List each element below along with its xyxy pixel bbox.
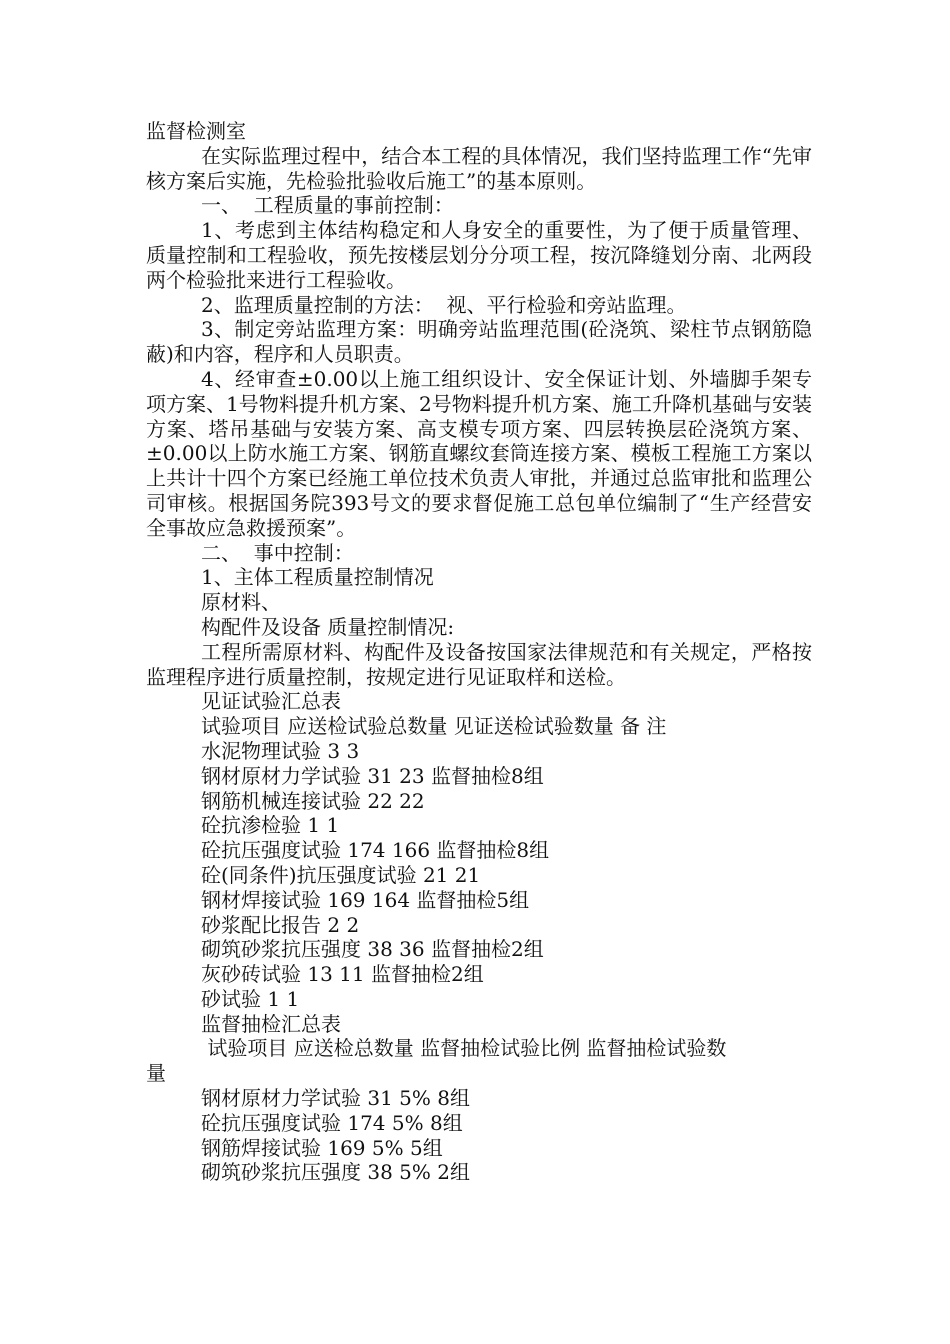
supervision-table-title: 监督抽检汇总表: [201, 1011, 341, 1036]
table-row: 钢材原材力学试验 31 23 监督抽检8组: [201, 763, 544, 788]
supervision-table-header-wrap: 量: [146, 1061, 166, 1086]
table-row: 砼抗渗检验 1 1: [201, 813, 340, 838]
table-row: 水泥物理试验 3 3: [201, 738, 360, 763]
item-2-line: 2、监理质量控制的方法： 视、平行检验和旁站监理。: [201, 292, 687, 317]
table-row: 砼(同条件)抗压强度试验 21 21: [201, 862, 481, 887]
table-row: 钢筋机械连接试验 22 22: [201, 788, 425, 813]
supervision-table-header: 试验项目 应送检总数量 监督抽检试验比例 监督抽检试验数: [201, 1036, 727, 1061]
witness-table-header: 试验项目 应送检试验总数量 见证送检试验数量 备 注: [201, 714, 667, 739]
subsection-1-title: 1、主体工程质量控制情况: [201, 565, 434, 590]
table-row: 砂浆配比报告 2 2: [201, 912, 360, 937]
intro-paragraph: 在实际监理过程中，结合本工程的具体情况，我们坚持监理工作“先审核方案后实施，先检验批验收后施工”的基本原则。: [146, 143, 812, 193]
section-1-title: 一、 工程质量的事前控制：: [201, 193, 454, 218]
materials-paragraph: 工程所需原材料、构配件及设备按国家法律规范和有关规定，严格按监理程序进行质量控制，按规定进行见证取样和送检。: [146, 639, 812, 689]
item-1-paragraph: 1、考虑到主体结构稳定和人身安全的重要性，为了便于质量管理、质量控制和工程验收，预先按楼层划分分项工程，按沉降缝划分南、北两段两个检验批来进行工程验收。: [146, 218, 812, 292]
document-body: [146, 119, 812, 1185]
witness-table-title: 见证试验汇总表: [201, 689, 341, 714]
item-4-paragraph: 4、经审查±0.00以上施工组织设计、安全保证计划、外墙脚手架专项方案、1号物料提升机方案、2号物料提升机方案、施工升降机基础与安装方案、塔吊基础与安装方案、高支模专项方案、四层转换层砼浇筑方案、±0.00以上防水施工方案、钢筋直螺纹套筒连接方案、模板工程施工方案以上共计十四个方案已经施工单位技术负责人审批，并通过总监审批和监理公司审核。根据国务院393号文的要求督促施工总包单位编制了“生产经营安全事故应急救援预案”。: [146, 366, 812, 540]
table-row: 砌筑砂浆抗压强度 38 5% 2组: [201, 1160, 470, 1185]
table-row: 钢材焊接试验 169 164 监督抽检5组: [201, 887, 530, 912]
table-row: 灰砂砖试验 13 11 监督抽检2组: [201, 962, 484, 987]
table-row: 砂试验 1 1: [201, 986, 300, 1011]
heading-line: 监督检测室: [146, 119, 246, 143]
table-row: 砼抗压强度试验 174 166 监督抽检8组: [201, 838, 550, 863]
item-3-paragraph: 3、制定旁站监理方案：明确旁站监理范围(砼浇筑、梁柱节点钢筋隐蔽)和内容，程序和人员职责。: [146, 317, 812, 367]
table-row: 砌筑砂浆抗压强度 38 36 监督抽检2组: [201, 937, 544, 962]
table-row: 钢筋焊接试验 169 5% 5组: [201, 1135, 443, 1160]
components-line: 构配件及设备 质量控制情况:: [201, 614, 455, 639]
table-row: 钢材原材力学试验 31 5% 8组: [201, 1086, 470, 1111]
raw-materials-line: 原材料、: [201, 590, 281, 615]
section-2-title: 二、 事中控制：: [201, 540, 354, 565]
table-row: 砼抗压强度试验 174 5% 8组: [201, 1110, 463, 1135]
